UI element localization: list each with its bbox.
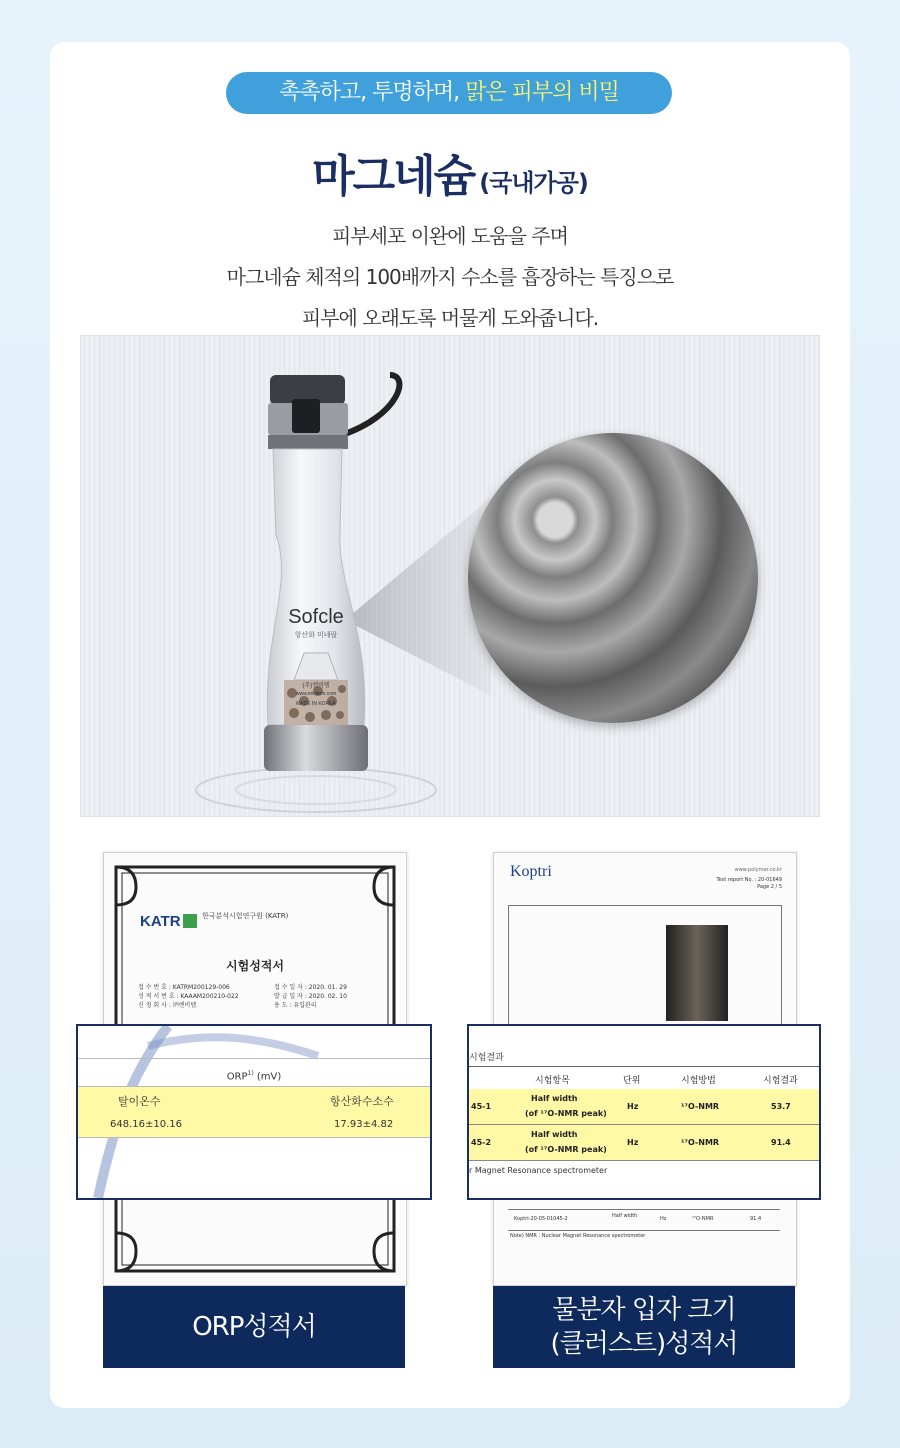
cluster-note: r Magnet Resonance spectrometer (469, 1166, 608, 1175)
magnesium-beads-closeup (468, 433, 758, 723)
orp-col1: 탈이온수 (118, 1095, 161, 1108)
title-sub: (국내가공) (479, 169, 588, 197)
cluster-row: 45-2 Half width (of ¹⁷O-NMR peak) Hz ¹⁷O-NMR 91.4 (469, 1125, 819, 1161)
koptri-bottom-row: Koptri-20-05-01045-2 Half width Hz ¹⁷O-NMR 91.4 (508, 1209, 780, 1231)
bottle-label-2: www.envitem.com (295, 691, 337, 697)
certificate-title: 시험성적서 (226, 959, 284, 973)
cert-dates: 접 수 일 자 : 2020. 01. 29 발 급 일 자 : 2020. 02. 10 용 도 : 유입관리 (274, 984, 347, 1009)
bottle-brand-sub: 항산화 미네랄 (294, 632, 338, 639)
cluster-row: 45-1 Half width (of ¹⁷O-NMR peak) Hz ¹⁷O-NMR 53.7 (469, 1089, 819, 1125)
pill-text: 촉촉하고, 투명하며, (279, 80, 460, 105)
title-main: 마그네슘 (312, 151, 475, 202)
cert-rows: 접 수 번 호 : KATRM200129-006 성 적 서 번 호 : KAAAM200210-022 신 청 회 사 : ㈜엔비템 (138, 984, 239, 1009)
cluster-caption: 물분자 입자 크기 (클러스트)성적서 (493, 1286, 795, 1368)
orp-zoom-panel (76, 1024, 432, 1200)
org-name: 한국분석시험연구원 (KATR) (202, 912, 289, 920)
description-line: 피부에 오래도록 머물게 도와줍니다. (301, 306, 599, 330)
orp-header-row (78, 1086, 430, 1114)
orp-value-row (78, 1113, 430, 1138)
page-title (0, 140, 900, 204)
orp-val1: 648.16±10.16 (110, 1119, 182, 1130)
cluster-section-title: 시험결과 (469, 1053, 504, 1063)
koptri-sample-photo (666, 925, 728, 1021)
koptri-bottom-note: Note) NMR : Nuclear Magnet Resonance spectrometer (510, 1233, 646, 1239)
bottle-label-3: MADE IN KOREA (296, 701, 336, 707)
koptri-report-no: Test report No. : 20-01649 (716, 877, 782, 883)
orp-val2: 17.93±4.82 (334, 1119, 394, 1130)
headline-pill (226, 72, 672, 114)
description (0, 216, 900, 339)
koptri-site: www.polymer.co.kr (734, 867, 782, 873)
bottle-label-1: (주)엔비템 (302, 683, 330, 689)
orp-header: ORP$^{1)}$ (mV) (226, 1070, 282, 1083)
koptri-logo: Koptri (510, 863, 552, 880)
cluster-zoom-panel (467, 1024, 821, 1200)
cluster-header-row: 시험항목 단위 시험방법 시험결과 (469, 1066, 819, 1090)
katr-logo: KATR (140, 913, 197, 930)
pill-highlight-text: 맑은 피부의 비밀 (465, 80, 619, 105)
bottle-brand: Sofcle (288, 606, 344, 628)
koptri-page: Page 2 / 5 (757, 884, 782, 890)
description-line: 마그네슘 체적의 100배까지 수소를 흡장하는 특징으로 (226, 265, 674, 289)
orp-col2: 항산화수소수 (330, 1095, 394, 1108)
orp-caption: ORP성적서 (103, 1286, 405, 1368)
description-line: 피부세포 이완에 도움을 주며 (332, 224, 568, 248)
